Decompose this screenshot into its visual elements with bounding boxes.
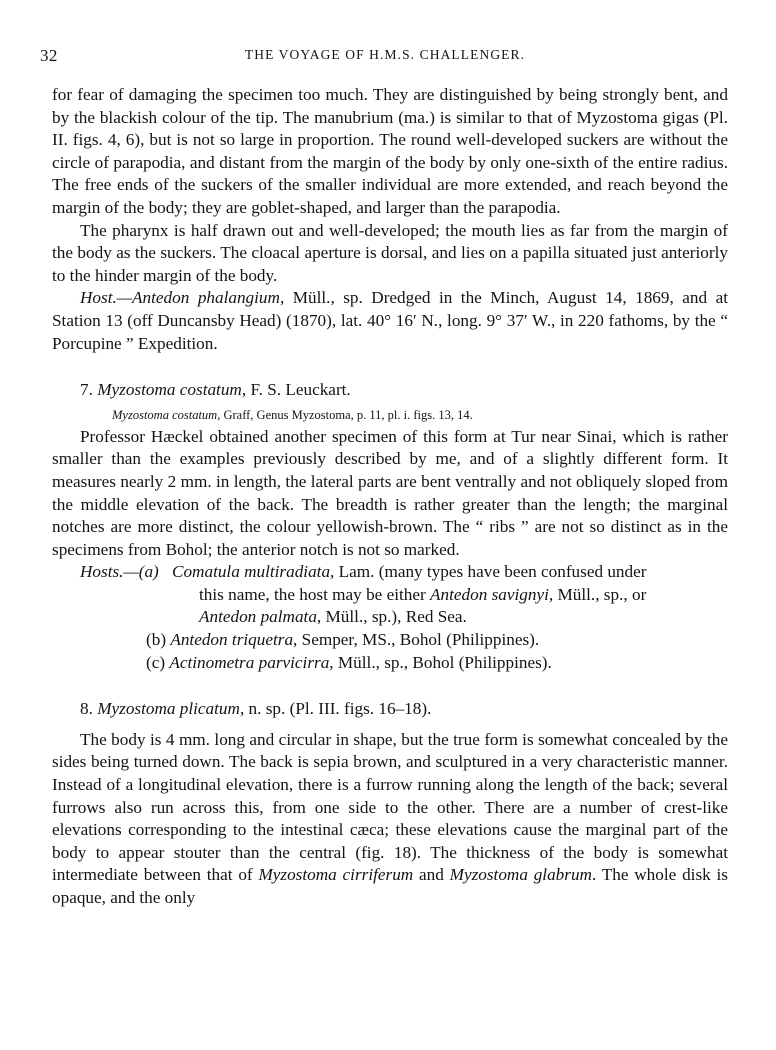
species-7-authority: , F. S. Leuckart. bbox=[241, 380, 351, 400]
host-a-name-2: Antedon savignyi bbox=[430, 584, 549, 604]
species-7-paragraph bbox=[52, 426, 728, 562]
species-8-paragraph bbox=[52, 729, 728, 910]
host-a-line-2 bbox=[52, 584, 728, 607]
host-a-text-1: , Lam. (many types have been confused under bbox=[330, 562, 647, 582]
species-8-text-a: The body is 4 mm. long and circular in shape, but the true form is somewhat concealed by the sides being turned down. The back is sepia brown, and sculptured in a very characteristic manner. Instead of a longitudinal elevation, there is a furrow running along the length of the back; several furrows also run across this, from one side to the other. There are a number of crest-like elevations corresponding to the intestinal cæca; these elevations cause the marginal part of the body to appear stouter than the central (fig. 18). The thickness of the body is somewhat intermediate between that of bbox=[52, 729, 728, 885]
species-8-authority: , n. sp. (Pl. III. figs. 16–18). bbox=[239, 699, 432, 719]
species-7-paragraph-text: Professor Hæckel obtained another specimen of this form at Tur near Sinai, which is rather smaller than the examples previously described by me, and of a slightly different form. It measures nearly 2 mm. in length, the lateral parts are bent ventrally and not obliquely sloped from the middle elevation of the back. The breadth is rather greater than the length; the marginal notches are more distinct, the colour yellowish-brown. The “ ribs ” are not so distinct as in the specimens from Bohol; the anterior notch is not so marked. bbox=[52, 426, 728, 559]
host-a-line-1 bbox=[172, 561, 728, 584]
host-a-text-2: this name, the host may be either bbox=[199, 584, 431, 604]
species-7-heading bbox=[52, 379, 728, 402]
host-b-row bbox=[52, 629, 728, 652]
species-7-hosts bbox=[52, 561, 728, 674]
species-7-number: 7. bbox=[80, 380, 93, 400]
paragraph-1 bbox=[52, 84, 728, 220]
host-a-name-3: Antedon palmata bbox=[199, 607, 317, 627]
species-7-ref-text: , Graff, Genus Myzostoma, p. 11, pl. i. figs. 13, 14. bbox=[217, 407, 473, 422]
host-a-name: Comatula multiradiata bbox=[172, 562, 331, 582]
page-number: 32 bbox=[40, 46, 58, 65]
host-b-text: , Semper, MS., Bohol (Philippines). bbox=[293, 630, 540, 650]
species-8-name: Myzostoma plicatum bbox=[97, 699, 240, 719]
paragraph-1-text: for fear of damaging the specimen too much. They are distinguished by being strongly bent, and by the blackish colour of the tip. The manubrium (ma.) is similar to that of Myzostoma gigas (Pl. II. figs. 4, 6), but is not so large in proportion. The round well-developed suckers are without the circle of parapodia, and distant from the margin of the body by only one-sixth of the entire radius. The free ends of the suckers of the smaller individual are more extended, and reach beyond the margin of the body; they are goblet-shaped, and larger than the parapodia. bbox=[52, 85, 728, 217]
host-note bbox=[52, 287, 728, 355]
species-8-number: 8. bbox=[80, 699, 93, 719]
host-c-row bbox=[52, 652, 728, 675]
host-a-line-3 bbox=[52, 606, 728, 629]
host-c-name: Actinometra parvicirra bbox=[169, 652, 330, 672]
species-8-text-c: . The whole disk is opaque, and the only bbox=[52, 865, 728, 907]
host-label: Host.—Antedon phalangium bbox=[80, 288, 280, 308]
species-8-text-b: and bbox=[413, 865, 450, 885]
species-7-reference bbox=[112, 405, 728, 425]
host-a-text-3: , Müll., sp., or bbox=[548, 584, 647, 604]
page-header bbox=[40, 46, 730, 70]
host-c-label: (c) bbox=[146, 652, 166, 672]
species-8-heading bbox=[52, 698, 728, 721]
species-7-name: Myzostoma costatum bbox=[97, 380, 242, 400]
paragraph-2-text: The pharynx is half drawn out and well-developed; the mouth lies as far from the margin of the body as the suckers. The cloacal aperture is dorsal, and lies on a papilla situated just anteriorly to the hinder margin of the body. bbox=[52, 220, 728, 285]
hosts-label-text: Hosts.—(a) bbox=[80, 562, 159, 582]
species-8-name-a: Myzostoma cirriferum bbox=[258, 865, 414, 885]
host-a-row bbox=[52, 561, 728, 584]
host-b-name: Antedon triquetra bbox=[170, 630, 294, 650]
host-a-text-4: , Müll., sp.), Red Sea. bbox=[316, 607, 467, 627]
host-text: , Müll., sp. Dredged in the Minch, August 14, 1869, and at Station 13 (off Duncansby Head) (1870), lat. 40° 16′ N., long. 9° 37′ W., in 220 fathoms, by the “ Porcupine ” Expedition. bbox=[52, 288, 728, 353]
species-7-ref-name: Myzostoma costatum bbox=[112, 407, 218, 422]
hosts-label bbox=[52, 561, 172, 584]
host-b-label: (b) bbox=[146, 630, 167, 650]
host-c-text: , Müll., sp., Bohol (Philippines). bbox=[329, 652, 552, 672]
page-body bbox=[52, 84, 728, 910]
paragraph-2 bbox=[52, 220, 728, 288]
running-title: THE VOYAGE OF H.M.S. CHALLENGER. bbox=[244, 47, 526, 62]
species-8-name-b: Myzostoma glabrum bbox=[449, 865, 592, 885]
